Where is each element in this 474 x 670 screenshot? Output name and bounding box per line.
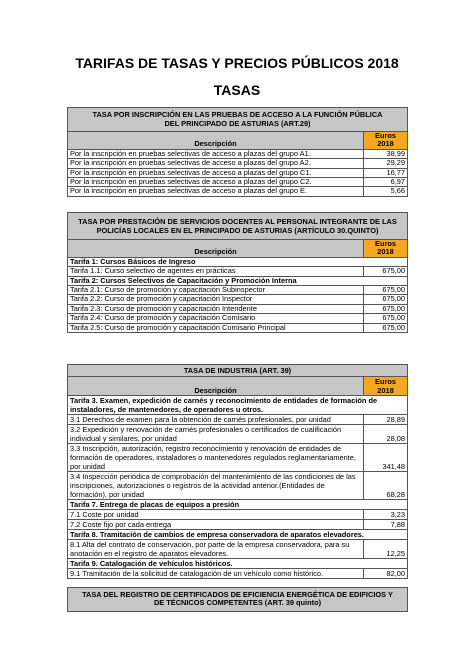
table-row: Tarifa 2.3: Curso de promoción y capacitación Intendente 675,00 (68, 304, 408, 313)
table-row: 3.1 Derechos de examen para la obtención de carnés profesionales, por unidad 28,89 (68, 415, 408, 425)
tarifa-heading: Tarifa 7. Entrega de placas de equipos a presión (68, 500, 408, 510)
column-header-description: Descripción (68, 240, 364, 258)
table-row: Tarifa 2.4: Curso de promoción y capacitación Comisario 675,00 (68, 314, 408, 323)
table-row: 3.2 Expedición y renovación de carnés profesionales o certificados de cualificación individual y similares, por unidad 28,08 (68, 425, 408, 444)
table-row: 3.4 Inspección periódica de comprobación del mantenimiento de las condiciones de las inscripciones, autorizaciones o registros de la actividad anterior.(Entidades de formación), por unidad 68,28 (68, 472, 408, 500)
table-row: 3.3 Inscripción, autorización, registro reconocimiento y renovación de entidades de formación de operadores, instaladores o mantenedores regulados reglamentariamente, por unidad 341,48 (68, 444, 408, 472)
column-header-euros: Euros 2018 (364, 240, 408, 258)
tarifa-heading: Tarifa 9. Catalogación de vehículos históricos. (68, 559, 408, 569)
page-title: TARIFAS DE TASAS Y PRECIOS PÚBLICOS 2018 (75, 55, 399, 71)
table-row: Por la inscripción en pruebas selectivas de acceso a plazas del grupo A1. 38,99 (68, 149, 408, 158)
table-row: 7.2 Coste fijo por cada entrega 7,88 (68, 520, 408, 530)
section-industria (67, 364, 408, 579)
table-row: Tarifa 1.1: Curso selectivo de agentes en prácticas 675,00 (68, 267, 408, 276)
table-row: Tarifa 2.2: Curso de promoción y capacitación Inspector 675,00 (68, 295, 408, 304)
section-header: TASA DEL REGISTRO DE CERTIFICADOS DE EFICIENCIA ENERGÉTICA DE EDIFICIOS Y DE TÉCNICOS COMPETENTES (ART. 39 quinto) (68, 588, 408, 612)
table-row: Tarifa 2.1: Curso de promoción y capacitación Subinspector 675,00 (68, 286, 408, 295)
column-header-description: Descripción (68, 132, 364, 150)
section-header: TASA DE INDUSTRIA (ART. 39) (68, 365, 408, 377)
section-docentes (67, 212, 408, 333)
column-header-description: Descripción (68, 377, 364, 396)
tarifa-heading: Tarifa 8. Tramitación de cambios de empresa conservadora de aparatos elevadores. (68, 530, 408, 540)
page-subtitle: TASAS (213, 82, 261, 98)
section-certificados (67, 587, 408, 612)
section-header: TASA POR INSCRIPCIÓN EN LAS PRUEBAS DE ACCESO A LA FUNCIÓN PÚBLICA DEL PRINCIPADO DE ASTURIAS (ART.29) (68, 108, 408, 132)
column-header-euros: Euros 2018 (364, 377, 408, 396)
table-row: 8.1 Alta del contrato de conservación, por parte de la empresa conservadora, para su anotación en el registro de aparatos elevadores. 12,25 (68, 540, 408, 559)
table-row: Por la inscripción en pruebas selectivas de acceso a plazas del grupo C1. 16,77 (68, 168, 408, 177)
tarifa-heading: Tarifa 3. Examen, expedición de carnés y reconocimiento de entidades de formación de instaladores, de mantenedores, de operadores u otros. (68, 396, 408, 415)
tarifa-heading: Tarifa 1: Cursos Básicos de Ingreso (68, 257, 408, 266)
table-row: 9.1 Tramitación de la solicitud de catalogación de un vehículo como histórico. 82,00 (68, 569, 408, 579)
table-row: Por la inscripción en pruebas selectivas de acceso a plazas del grupo C2. 6,97 (68, 178, 408, 187)
table-row: Por la inscripción en pruebas selectivas de acceso a plazas del grupo E. 5,66 (68, 187, 408, 196)
section-header: TASA POR PRESTACIÓN DE SERVICIOS DOCENTES AL PERSONAL INTEGRANTE DE LAS POLICÍAS LOCALES EN EL PRINCIPADO DE ASTURIAS (ARTÍCULO 30.QUINTO) (68, 213, 408, 240)
section-inscripcion (67, 107, 408, 197)
table-row: 7.1 Coste por unidad 3,23 (68, 510, 408, 520)
table-row: Por la inscripción en pruebas selectivas de acceso a plazas del grupo A2. 29,29 (68, 159, 408, 168)
tarifa-heading: Tarifa 2: Cursos Selectivos de Capacitación y Promoción Interna (68, 276, 408, 285)
table-row: Tarifa 2.5: Curso de promoción y capacitación Comisario Principal 675,00 (68, 323, 408, 332)
column-header-euros: Euros 2018 (363, 132, 407, 150)
